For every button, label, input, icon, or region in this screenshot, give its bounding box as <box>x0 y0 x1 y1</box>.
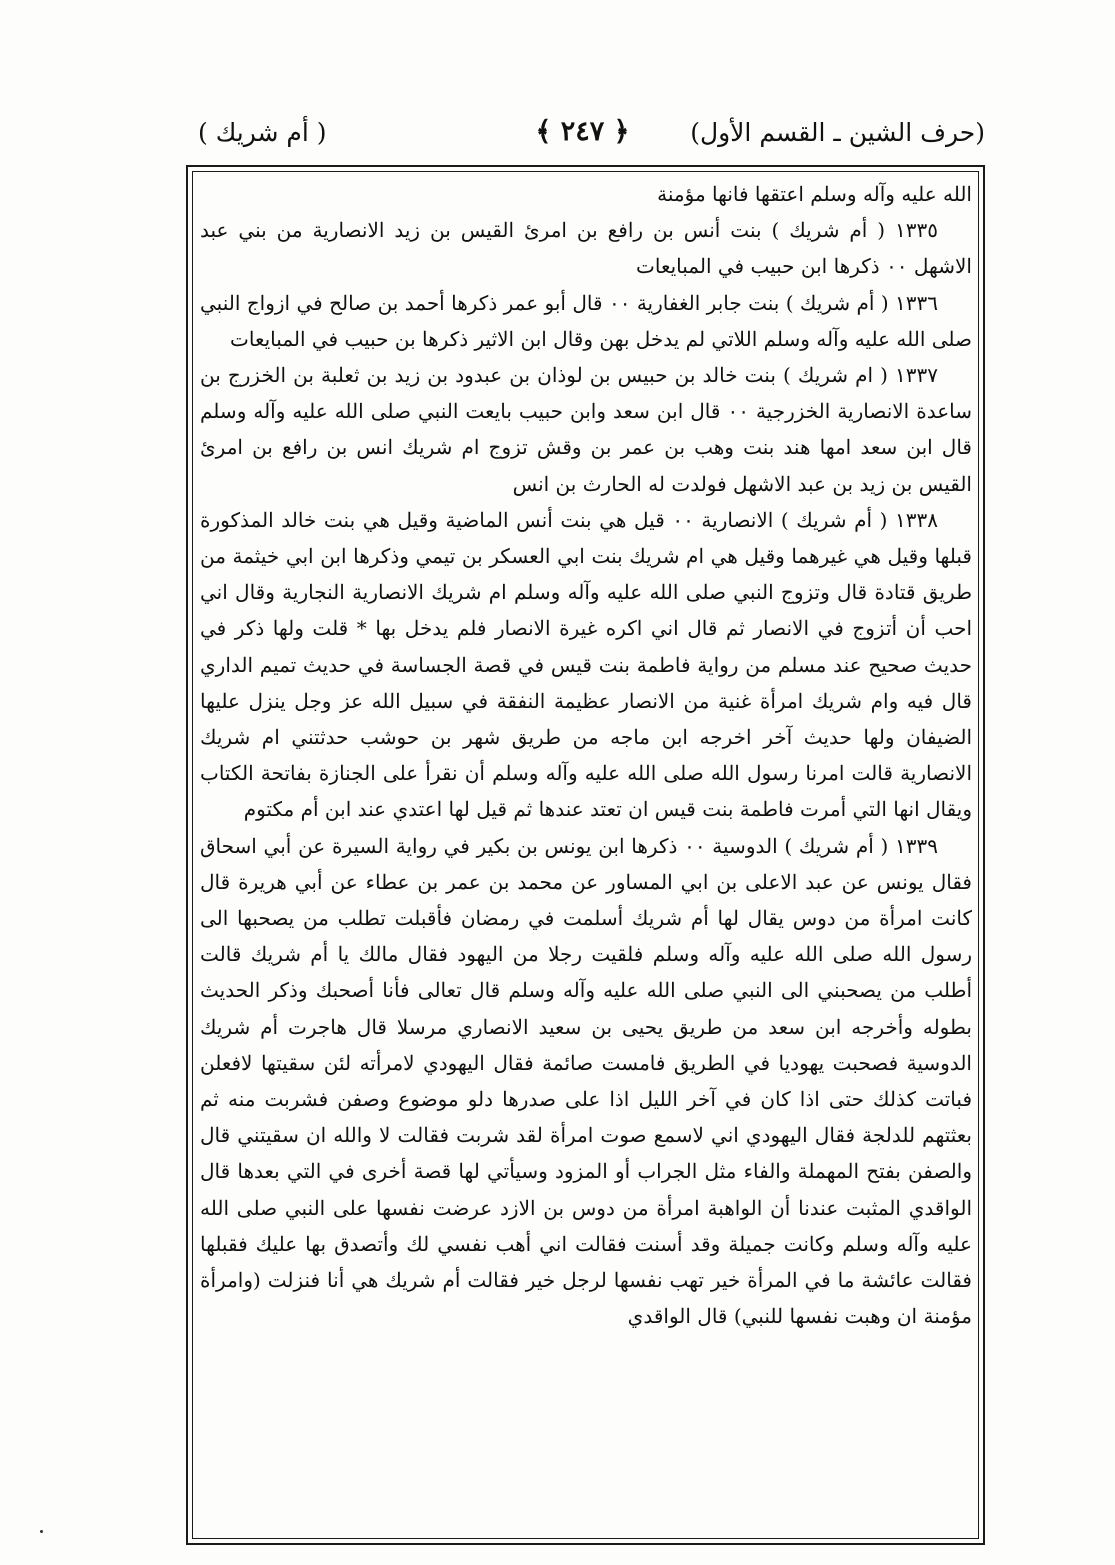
continuation-paragraph: الله عليه وآله وسلم اعتقها فانها مؤمنة <box>657 182 972 206</box>
body-text <box>200 176 972 1536</box>
entry-1337: ١٣٣٧ ( ام شريك ) بنت خالد بن حبيس بن لوذان بن عبدود بن زيد بن ثعلبة بن الخزرج بن ساعدة الانصارية الخزرجية ٠٠ قال ابن سعد وابن حبيب بايعت النبي صلى الله عليه وآله وسلم قال ابن سعد امها هند بنت وهب بن عمر بن وقش تزوج ام شريك انس بن رافع بن امرئ القيس بن زيد بن عبد الاشهل فولدت له الحارث بن انس <box>200 363 972 496</box>
entry-1336: ١٣٣٦ ( أم شريك ) بنت جابر الغفارية ٠٠ قال أبو عمر ذكرها أحمد بن صالح في ازواج النبي صلى الله عليه وآله وسلم اللاتي لم يدخل بهن وقال ابن الاثير ذكرها بن حبيب في المبايعات <box>200 290 972 351</box>
entry-1339: ١٣٣٩ ( أم شريك ) الدوسية ٠٠ ذكرها ابن يونس بن بكير في رواية السيرة عن أبي اسحاق فقال يونس عن عبد الاعلى بن ابي المساور عن محمد بن عمر بن عطاء عن أبي هريرة قال كانت امرأة من دوس يقال لها أم شريك أسلمت في رمضان فأقبلت تطلب من يصحبها الى رسول الله صلى الله عليه وآله وسلم فلقيت رجلا من اليهود فقال مالك يا أم شريك قالت أطلب من يصحبني الى النبي صلى الله عليه وآله وسلم قال تعالى فأنا أصحبك وذكر الحديث بطوله وأخرجه ابن سعد من طريق يحيى بن سعيد الانصاري مرسلا قال هاجرت أم شريك الدوسية فصحبت يهوديا في الطريق فامست صائمة فقال اليهودي لامرأته لئن سقيتها لافعلن فباتت كذلك حتى اذا كان في آخر الليل اذا على صدرها دلو موضوع وصفن فشربت منه ثم بعثتهم للدلجة فقال اليهودي اني لاسمع صوت امرأة لقد شربت فقالت لا والله ان سقيتني قال والصفن بفتح المهملة والفاء مثل الجراب أو المزود وسيأتي لها قصة أخرى في التي بعدها قال الواقدي المثبت عندنا أن الواهبة امرأة من دوس بن الازد عرضت نفسها على النبي صلى الله عليه وآله وسلم وكانت جميلة وقد أسنت فقالت اني أهب نفسي لك وأتصدق بها عليك فقبلها فقالت عائشة ما في المرأة خير تهب نفسها لرجل خير فقالت أم شريك هي أنا فنزلت (وامرأة مؤمنة ان وهبت نفسها للنبي) قال الواقدي <box>200 833 972 1329</box>
page-header <box>180 112 985 156</box>
running-entry-title: ( أم شريك ) <box>198 118 327 147</box>
entry-1335: ١٣٣٥ ( أم شريك ) بنت أنس بن رافع بن امرئ القيس بن زيد الانصارية من بني عبد الاشهل ٠٠ ذكرها ابن حبيب في المبايعات <box>200 218 972 279</box>
section-title: (حرف الشين ـ القسم الأول) <box>690 118 985 147</box>
scan-speck <box>40 1530 43 1533</box>
page-number: ﴿ ٢٤٧ ﴾ <box>535 116 630 147</box>
entry-1338: ١٣٣٨ ( أم شريك ) الانصارية ٠٠ قيل هي بنت أنس الماضية وقيل هي بنت خالد المذكورة قبلها وقيل هي غيرهما وقيل هي ام شريك بنت ابي العسكر بن تيمي وذكرها ابن ابي خيثمة من طريق قتادة قال وتزوج النبي صلى الله عليه وآله وسلم ام شريك الانصارية النجارية وقال اني احب أن أتزوج في الانصار ثم قال اني اكره غيرة الانصار فلم يدخل بها * قلت ولها ذكر في حديث صحيح عند مسلم من رواية فاطمة بنت قيس في قصة الجساسة في حديث تميم الداري قال فيه وام شريك امرأة غنية من الانصار عظيمة النفقة في سبيل الله عز وجل ينزل عليها الضيفان ولها حديث آخر اخرجه ابن ماجه من طريق شهر بن حوشب حدثتني ام شريك الانصارية قالت امرنا رسول الله صلى الله عليه وآله وسلم أن نقرأ على الجنازة بفاتحة الكتاب ويقال انها التي أمرت فاطمة بنت قيس ان تعتد عندها ثم قيل لها اعتدي عند ابن أم مكتوم <box>200 507 972 822</box>
